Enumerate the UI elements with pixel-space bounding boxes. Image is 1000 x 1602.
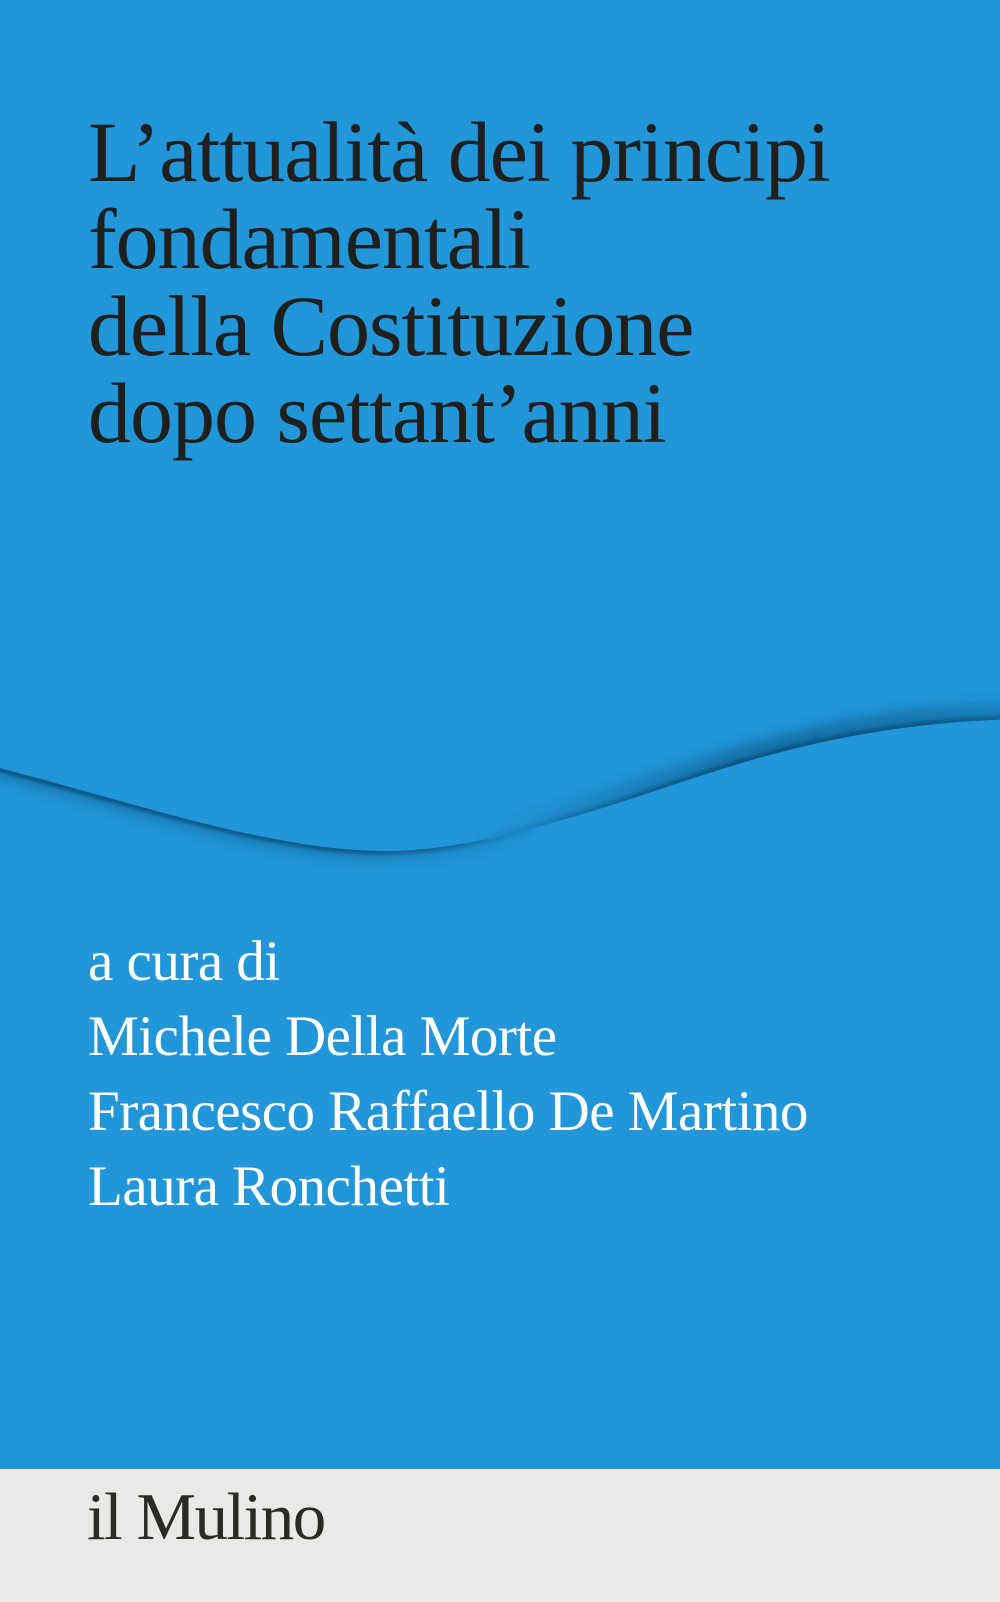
title-line-3: della Costituzione (88, 278, 694, 374)
title-line-4: dopo settant’anni (88, 365, 666, 461)
author-name: Laura Ronchetti (88, 1155, 450, 1218)
author-name: Michele Della Morte (88, 1005, 557, 1068)
author-name: Francesco Raffaello De Martino (88, 1080, 808, 1143)
publisher-logo: il Mulino (87, 1480, 325, 1554)
book-title (88, 104, 830, 461)
title-line-1: L’attualità dei principi (88, 104, 830, 200)
authors-block (88, 924, 808, 1224)
curator-prefix: a cura di (88, 930, 280, 993)
title-line-2: fondamentali (88, 191, 530, 287)
